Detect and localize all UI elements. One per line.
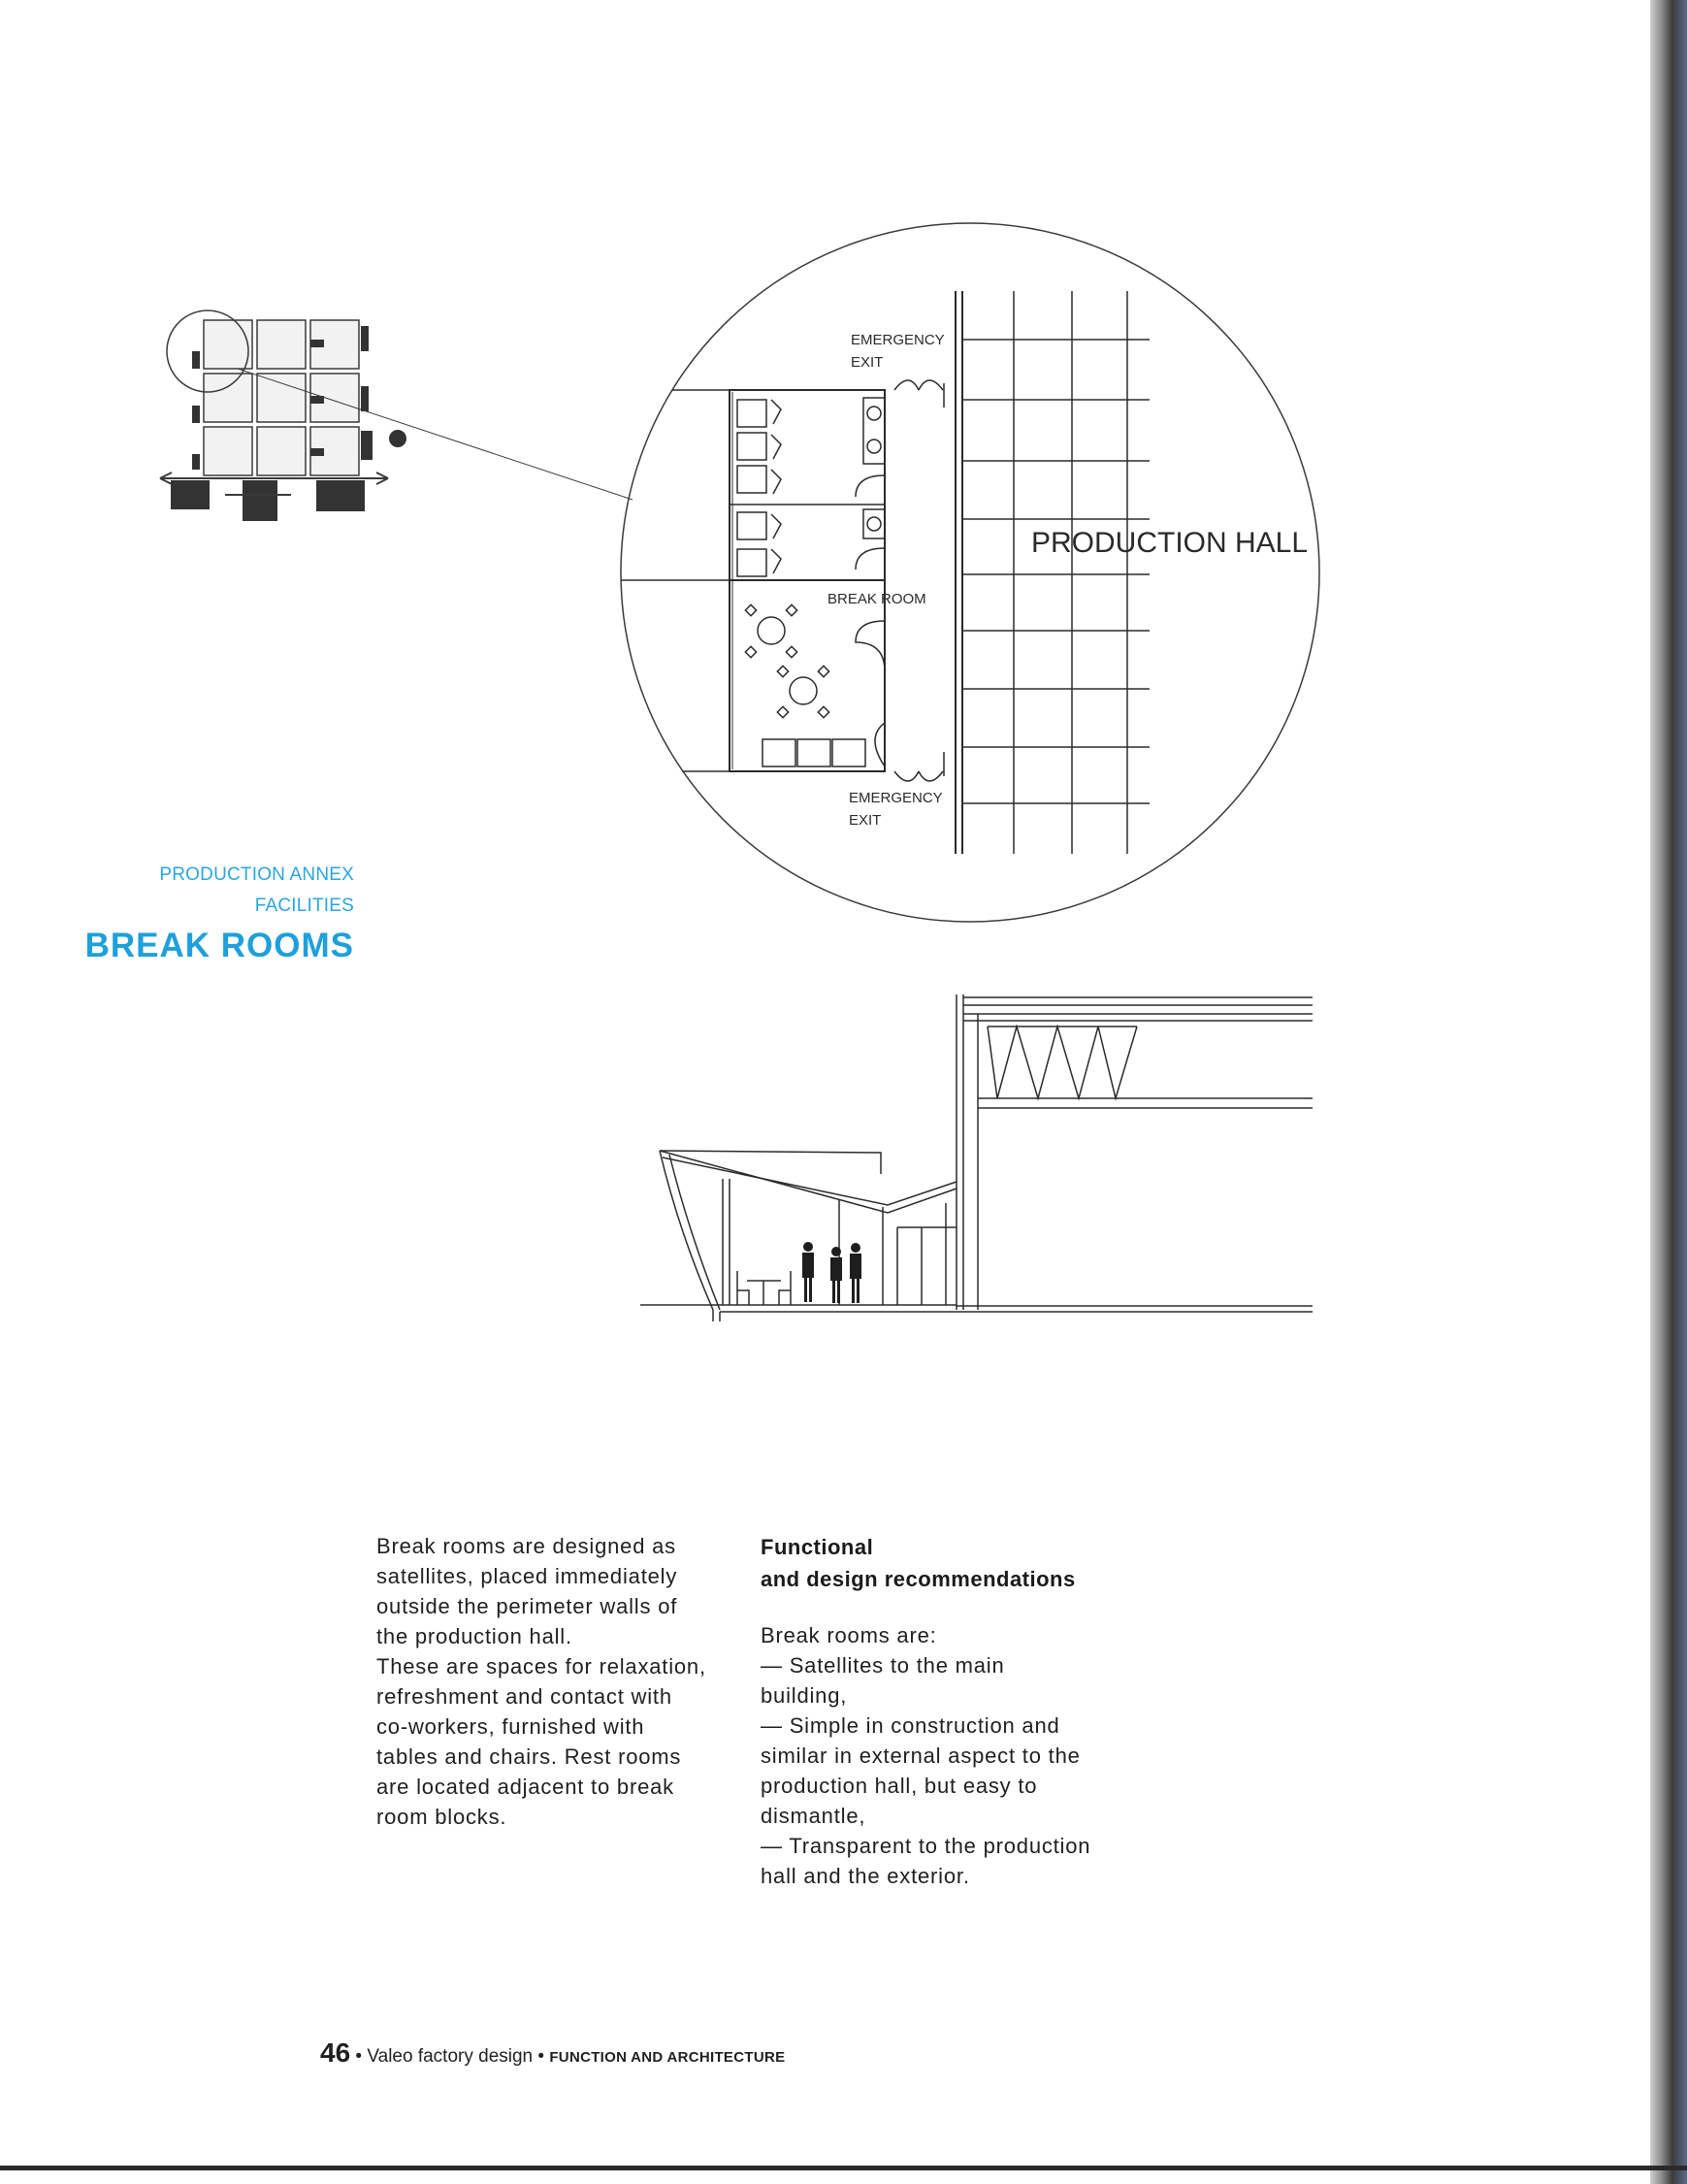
exit-label-bottom-1: EMERGENCY [849, 790, 943, 806]
recommendations-heading-line: and design recommendations [761, 1567, 1076, 1591]
exit-label-top-1: EMERGENCY [851, 332, 945, 348]
intro-line: are located adjacent to break [376, 1775, 674, 1799]
break-room-label: BREAK ROOM [827, 591, 926, 607]
detail-plan [582, 223, 1319, 922]
section-drawing [640, 994, 1313, 1321]
recommendation-line: dismantle, [761, 1804, 866, 1828]
exit-label-bottom-2: EXIT [849, 812, 882, 829]
intro-line: These are spaces for relaxation, [376, 1654, 706, 1679]
recommendations-heading [761, 1531, 1076, 1595]
page-title: BREAK ROOMS [84, 927, 354, 964]
key-plan [160, 310, 633, 521]
page-number: 46 [320, 2037, 351, 2068]
footer-separator: • [350, 2046, 368, 2067]
section-kicker-1: PRODUCTION ANNEX [159, 864, 354, 885]
footer-separator: • [533, 2046, 550, 2067]
book-title: Valeo factory design [367, 2046, 534, 2067]
intro-line: co-workers, furnished with [376, 1714, 645, 1739]
recommendations-list [761, 1620, 1090, 1891]
recommendation-line: — Satellites to the main [761, 1653, 1005, 1678]
chapter-title: FUNCTION AND ARCHITECTURE [549, 2049, 786, 2066]
recommendation-line: Break rooms are: [761, 1623, 937, 1647]
exit-label-top-2: EXIT [851, 354, 884, 371]
intro-line: outside the perimeter walls of [376, 1594, 678, 1618]
intro-line: tables and chairs. Rest rooms [376, 1744, 682, 1769]
recommendation-line: — Transparent to the production [761, 1834, 1091, 1858]
recommendations-heading-line: Functional [761, 1535, 874, 1559]
intro-line: the production hall. [376, 1624, 572, 1648]
intro-line: satellites, placed immediately [376, 1564, 678, 1588]
intro-line: room blocks. [376, 1805, 507, 1829]
recommendation-line: — Simple in construction and [761, 1713, 1060, 1738]
recommendation-line: production hall, but easy to [761, 1774, 1038, 1798]
section-kicker-2: FACILITIES [254, 896, 354, 916]
intro-paragraph [376, 1531, 706, 1832]
intro-line: Break rooms are designed as [376, 1534, 676, 1558]
recommendation-line: building, [761, 1683, 848, 1708]
recommendation-line: similar in external aspect to the [761, 1744, 1081, 1768]
intro-line: refreshment and contact with [376, 1684, 672, 1709]
production-hall-label: PRODUCTION HALL [1031, 527, 1309, 559]
recommendation-line: hall and the exterior. [761, 1864, 970, 1888]
page-footer [320, 2037, 785, 2069]
